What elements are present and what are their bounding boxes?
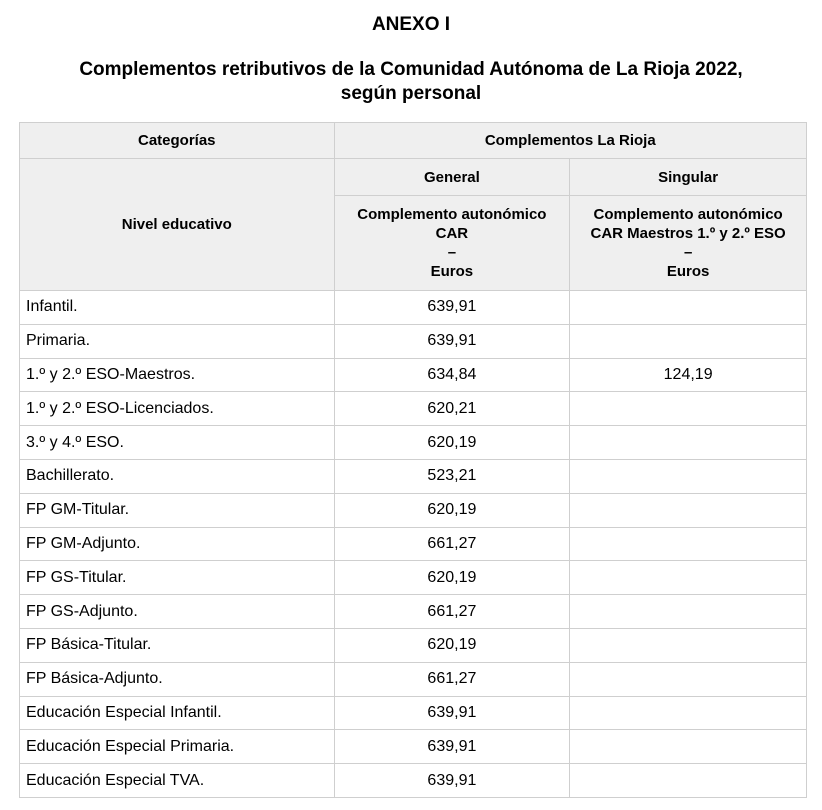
singular-cell: [570, 561, 807, 595]
table-row: [20, 291, 807, 325]
singular-cell: [570, 764, 807, 798]
singular-cell: [570, 595, 807, 629]
singular-cell: [570, 662, 807, 696]
document-subtitle: [0, 58, 822, 106]
general-cell: 634,84: [334, 358, 570, 392]
singular-cell: 124,19: [570, 358, 807, 392]
singular-cell: [570, 459, 807, 493]
singular-cell: [570, 426, 807, 460]
nivel-cell: FP Básica-Titular.: [20, 628, 335, 662]
subtitle-line-1: Complementos retributivos de la Comunidad Autónoma de La Rioja 2022,: [79, 59, 743, 80]
singular-cell: [570, 696, 807, 730]
nivel-cell: Infantil.: [20, 291, 335, 325]
general-cell: 639,91: [334, 696, 570, 730]
table-row: [20, 358, 807, 392]
general-cell: 661,27: [334, 527, 570, 561]
nivel-cell: Educación Especial Infantil.: [20, 696, 335, 730]
general-cell: 661,27: [334, 662, 570, 696]
header-complementos: Complementos La Rioja: [334, 123, 806, 159]
table-row: [20, 662, 807, 696]
table-row: [20, 493, 807, 527]
general-cell: 620,19: [334, 628, 570, 662]
nivel-cell: Educación Especial TVA.: [20, 764, 335, 798]
header-categorias: Categorías: [20, 123, 335, 159]
nivel-cell: 3.º y 4.º ESO.: [20, 426, 335, 460]
table-row: [20, 628, 807, 662]
singular-cell: [570, 392, 807, 426]
singular-cell: [570, 324, 807, 358]
table-row: [20, 426, 807, 460]
general-cell: 620,19: [334, 426, 570, 460]
general-cell: 639,91: [334, 764, 570, 798]
nivel-cell: Primaria.: [20, 324, 335, 358]
nivel-cell: Educación Especial Primaria.: [20, 730, 335, 764]
singular-cell: [570, 527, 807, 561]
table-row: [20, 459, 807, 493]
singular-cell: [570, 628, 807, 662]
header-singular: Singular: [570, 159, 807, 196]
header-general-sub: Complemento autonómico CAR – Euros: [334, 196, 570, 291]
header-nivel-educativo: Nivel educativo: [20, 159, 335, 291]
nivel-cell: FP GS-Titular.: [20, 561, 335, 595]
nivel-cell: FP Básica-Adjunto.: [20, 662, 335, 696]
nivel-cell: FP GS-Adjunto.: [20, 595, 335, 629]
table-row: [20, 527, 807, 561]
nivel-cell: Bachillerato.: [20, 459, 335, 493]
nivel-cell: FP GM-Adjunto.: [20, 527, 335, 561]
nivel-cell: 1.º y 2.º ESO-Maestros.: [20, 358, 335, 392]
singular-cell: [570, 730, 807, 764]
subtitle-line-2: según personal: [340, 83, 482, 104]
table-row: [20, 595, 807, 629]
table-row: [20, 561, 807, 595]
general-cell: 639,91: [334, 291, 570, 325]
general-cell: 639,91: [334, 730, 570, 764]
singular-cell: [570, 493, 807, 527]
header-singular-sub: Complemento autonómico CAR Maestros 1.º y 2.º ESO – Euros: [570, 196, 807, 291]
singular-cell: [570, 291, 807, 325]
general-cell: 639,91: [334, 324, 570, 358]
table-row: [20, 324, 807, 358]
general-cell: 661,27: [334, 595, 570, 629]
table-row: [20, 764, 807, 798]
complementos-table: [19, 122, 807, 798]
table-row: [20, 730, 807, 764]
table-row: [20, 392, 807, 426]
nivel-cell: 1.º y 2.º ESO-Licenciados.: [20, 392, 335, 426]
general-cell: 523,21: [334, 459, 570, 493]
annex-title: ANEXO I: [371, 14, 451, 35]
table-row: [20, 696, 807, 730]
general-cell: 620,19: [334, 561, 570, 595]
header-general: General: [334, 159, 570, 196]
nivel-cell: FP GM-Titular.: [20, 493, 335, 527]
general-cell: 620,19: [334, 493, 570, 527]
general-cell: 620,21: [334, 392, 570, 426]
